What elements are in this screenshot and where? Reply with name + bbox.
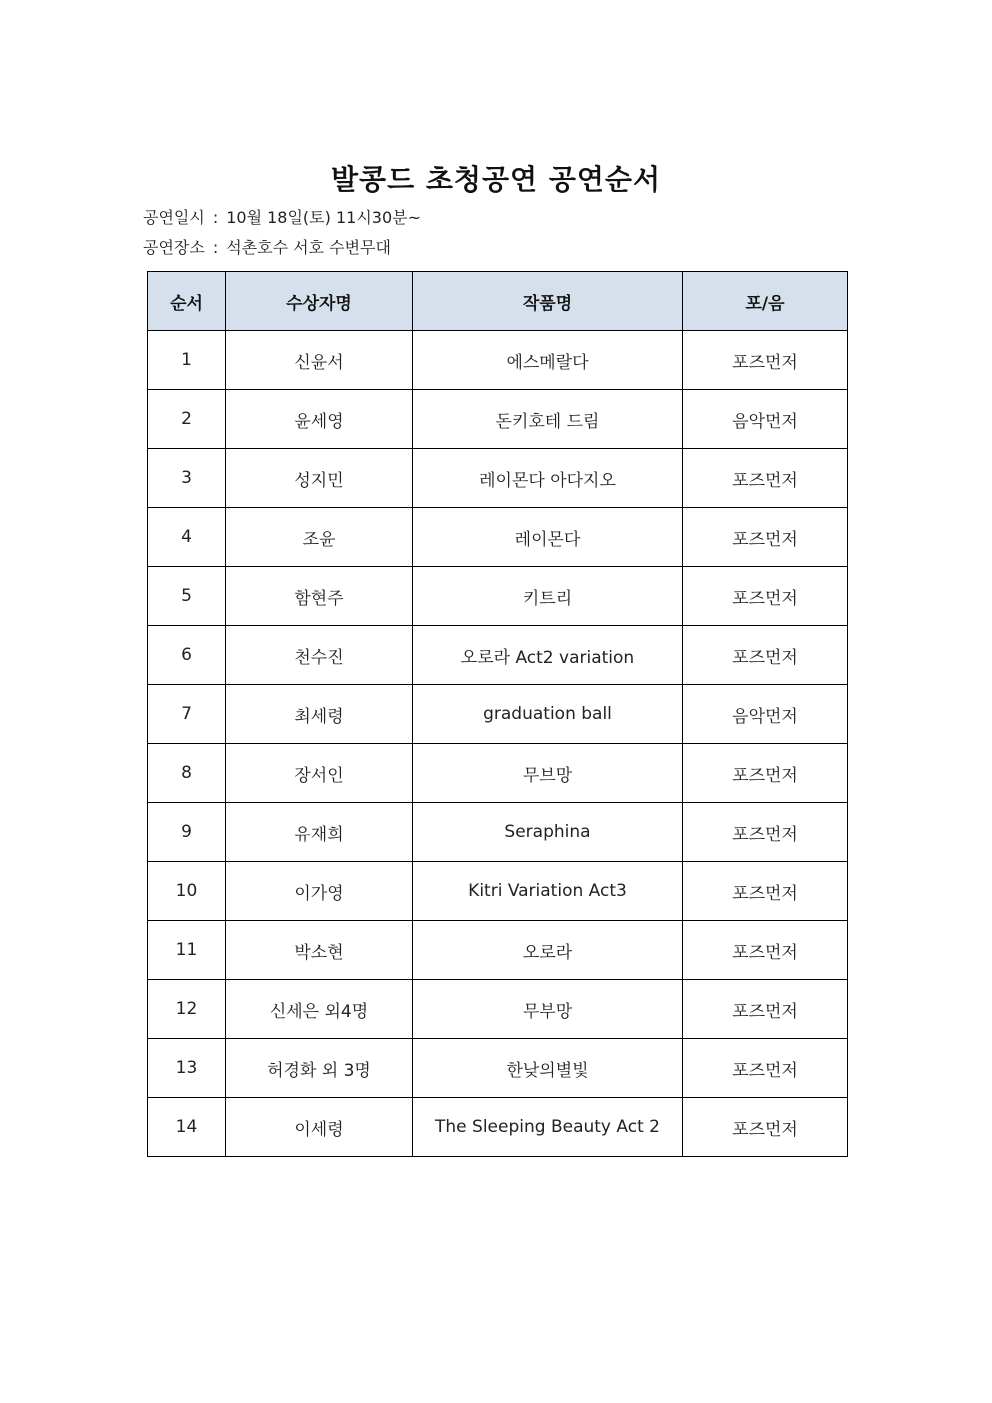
cell-performer: 신윤서	[226, 331, 413, 390]
header-pose-music: 포/음	[683, 272, 848, 331]
table-row	[148, 626, 848, 685]
cell-work: 오로라 Act2 variation	[413, 626, 683, 685]
cell-performer: 신세은 외4명	[226, 980, 413, 1039]
cell-order: 9	[148, 803, 226, 862]
cell-pose-music: 음악먼저	[683, 390, 848, 449]
table-row	[148, 921, 848, 980]
performance-order-table	[147, 271, 848, 1157]
header-work: 작품명	[413, 272, 683, 331]
cell-pose-music: 음악먼저	[683, 685, 848, 744]
table-row	[148, 331, 848, 390]
cell-performer: 유재희	[226, 803, 413, 862]
cell-pose-music: 포즈먼저	[683, 508, 848, 567]
cell-order: 12	[148, 980, 226, 1039]
table-row	[148, 390, 848, 449]
cell-work: 레이몬다 아다지오	[413, 449, 683, 508]
cell-work: 무브망	[413, 744, 683, 803]
cell-performer: 장서인	[226, 744, 413, 803]
cell-order: 3	[148, 449, 226, 508]
cell-work: 한낮의별빛	[413, 1039, 683, 1098]
cell-pose-music: 포즈먼저	[683, 921, 848, 980]
header-performer: 수상자명	[226, 272, 413, 331]
date-value: 10월 18일(토) 11시30분~	[226, 208, 421, 227]
cell-order: 1	[148, 331, 226, 390]
cell-performer: 허경화 외 3명	[226, 1039, 413, 1098]
table-row	[148, 567, 848, 626]
cell-order: 6	[148, 626, 226, 685]
cell-performer: 성지민	[226, 449, 413, 508]
place-value: 석촌호수 서호 수변무대	[226, 238, 391, 257]
cell-performer: 최세령	[226, 685, 413, 744]
table-row	[148, 508, 848, 567]
cell-performer: 천수진	[226, 626, 413, 685]
cell-performer: 함현주	[226, 567, 413, 626]
cell-work: 돈키호테 드림	[413, 390, 683, 449]
place-separator: :	[212, 238, 219, 257]
cell-work: Seraphina	[413, 803, 683, 862]
cell-pose-music: 포즈먼저	[683, 980, 848, 1039]
cell-work: 키트리	[413, 567, 683, 626]
header-order: 순서	[148, 272, 226, 331]
cell-order: 14	[148, 1098, 226, 1157]
table-row	[148, 803, 848, 862]
table-row	[148, 744, 848, 803]
date-separator: :	[212, 208, 219, 227]
cell-work: Kitri Variation Act3	[413, 862, 683, 921]
table-row	[148, 685, 848, 744]
cell-order: 8	[148, 744, 226, 803]
cell-order: 13	[148, 1039, 226, 1098]
cell-work: 오로라	[413, 921, 683, 980]
cell-pose-music: 포즈먼저	[683, 331, 848, 390]
cell-pose-music: 포즈먼저	[683, 1039, 848, 1098]
cell-pose-music: 포즈먼저	[683, 567, 848, 626]
table-row	[148, 862, 848, 921]
cell-work: 레이몬다	[413, 508, 683, 567]
cell-order: 7	[148, 685, 226, 744]
place-label: 공연장소	[143, 238, 205, 257]
cell-work: 무부망	[413, 980, 683, 1039]
cell-pose-music: 포즈먼저	[683, 744, 848, 803]
cell-order: 5	[148, 567, 226, 626]
date-label: 공연일시	[143, 208, 205, 227]
table-row	[148, 980, 848, 1039]
cell-performer: 이가영	[226, 862, 413, 921]
cell-order: 2	[148, 390, 226, 449]
cell-pose-music: 포즈먼저	[683, 803, 848, 862]
cell-work: 에스메랄다	[413, 331, 683, 390]
cell-pose-music: 포즈먼저	[683, 1098, 848, 1157]
page-title: 발콩드 초청공연 공연순서	[330, 163, 662, 196]
cell-work: The Sleeping Beauty Act 2	[413, 1098, 683, 1157]
cell-order: 4	[148, 508, 226, 567]
table-row	[148, 1039, 848, 1098]
cell-order: 11	[148, 921, 226, 980]
table-body	[148, 331, 848, 1157]
cell-pose-music: 포즈먼저	[683, 862, 848, 921]
performance-date-line	[143, 205, 421, 228]
cell-pose-music: 포즈먼저	[683, 449, 848, 508]
cell-order: 10	[148, 862, 226, 921]
cell-performer: 이세령	[226, 1098, 413, 1157]
cell-pose-music: 포즈먼저	[683, 626, 848, 685]
table-row	[148, 449, 848, 508]
cell-performer: 박소현	[226, 921, 413, 980]
cell-performer: 조윤	[226, 508, 413, 567]
cell-work: graduation ball	[413, 685, 683, 744]
table-header-row	[148, 272, 848, 331]
table-row	[148, 1098, 848, 1157]
performance-place-line	[143, 235, 391, 258]
cell-performer: 윤세영	[226, 390, 413, 449]
